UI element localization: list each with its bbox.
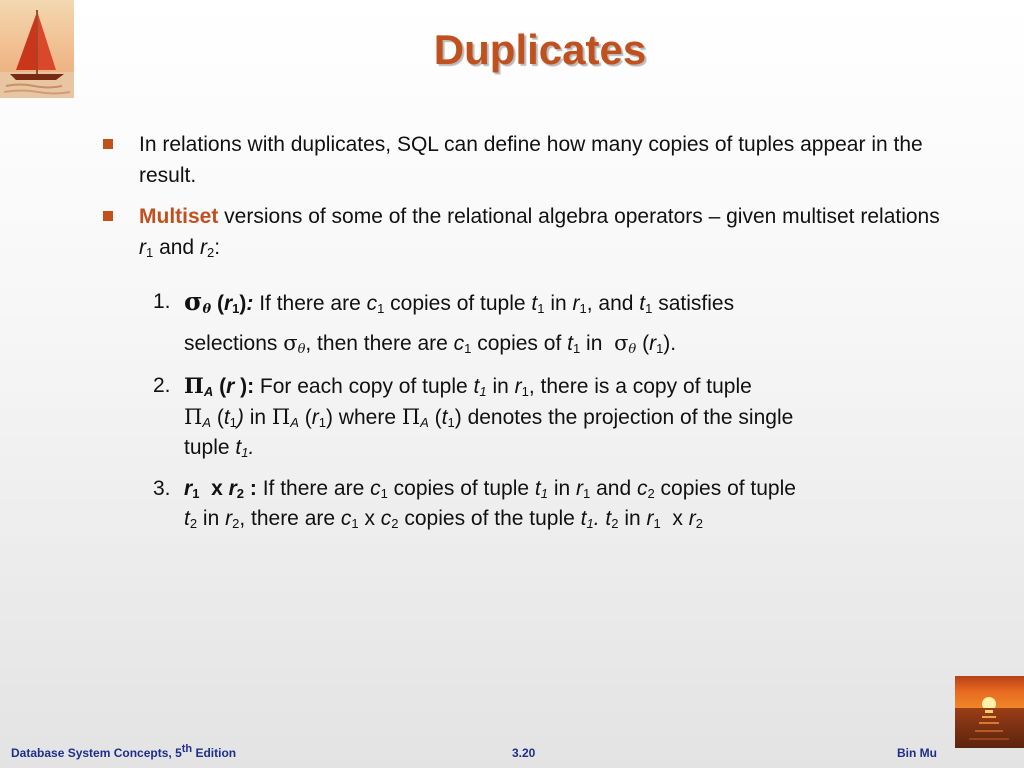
footer-author: Bin Mu: [897, 746, 937, 760]
footer-course-title: [11, 743, 237, 760]
list-item-projection: [153, 371, 953, 463]
list-item-cartesian-product: [153, 474, 953, 534]
item-1-text: $\sigma_\theta$ $(r_1)$: If there are $c_1$ copies of tuple $t_1$ in $r_1$, and $t_1$ satisfies selections $\sigma_\theta$, then there are $c_1$ copies of $t_1$ in $\sigma_\theta$ $(r_1)$.: [184, 287, 735, 357]
item-2-text: $\Pi_A$ (r ): For each copy of tuple $t_1$ in $r_1$, there is a copy of tuple $\Pi_A$ $(t_1)$ in $\Pi_A$ $(r_1)$ where $\Pi_A$ $(t_1)$ denotes the projection of the single tuple $t_1$.: [184, 373, 794, 460]
bullet-1-text: In relations with duplicates, SQL can define how many copies of tuples appear in the result.: [139, 133, 923, 187]
bullet-marker: [103, 211, 113, 221]
footer-left-text: Database System Concepts, 5th Edition: [11, 743, 237, 760]
footer-page-number: 3.20: [512, 746, 536, 760]
item-number: 2.: [153, 374, 171, 397]
multiset-keyword: Multiset: [139, 205, 219, 228]
bullet-text-duplicates: [139, 129, 959, 191]
list-item-selection: [153, 287, 953, 359]
bullet-marker: [103, 139, 113, 149]
bullet-text-multiset: Multiset versions of some of the relational algebra operators – given multiset relations $r_1$ and $r_2$:: [139, 205, 940, 260]
item-number: 1.: [153, 290, 171, 313]
item-3-text: $r_1$ x $r_2$ : If there are $c_1$ copies of tuple $t_1$ in $r_1$ and $c_2$ copies of tuple $t_2$ in $r_2$, there are $c_1$ x $c_2$ copies of the tuple $t_1$. $t_2$ in $r_1$ x $r_2$: [184, 477, 796, 531]
item-number: 3.: [153, 477, 171, 500]
sunset-logo: [955, 676, 1024, 748]
slide-title: Duplicates: [433, 26, 647, 73]
